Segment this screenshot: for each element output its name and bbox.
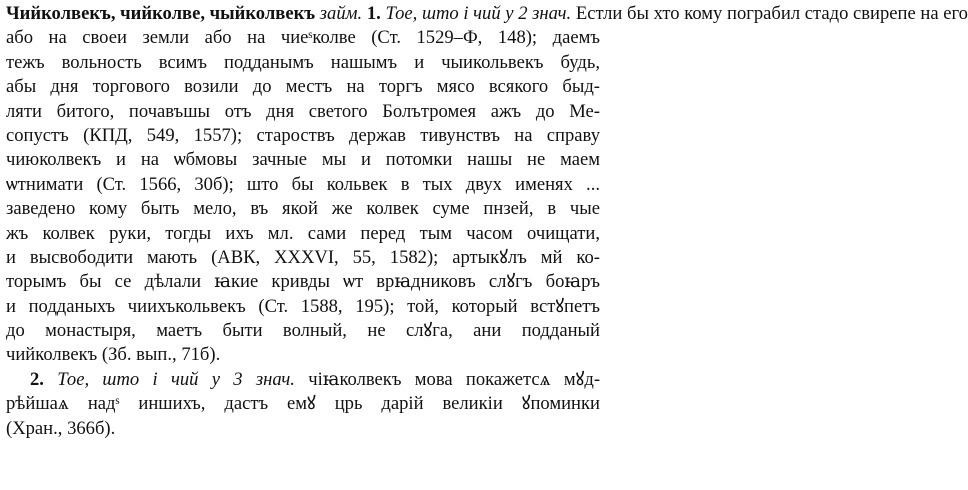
- quotation-line: чийколвекъ (Зб. вып., 71б).: [6, 344, 221, 366]
- dictionary-entry: [6, 2, 968, 441]
- sense-number-2: 2.: [30, 368, 44, 390]
- sense-number-1: 1.: [366, 3, 381, 24]
- quotation-line: Естли бы хто кому пограбил стадо свирепе на его: [575, 3, 968, 24]
- quotation-line: тежъ вольность всимъ подданымъ нашымъ и чыикольвекъ будь,: [6, 51, 600, 73]
- quotation-line: и подданыхъ чиихъкольвекъ (Ст. 1588, 195); той, который встꙋпетъ: [6, 295, 600, 317]
- quotation-line: чиюколвекъ и на ѡбмовы зачные мы и потомки нашы не маем: [6, 149, 600, 171]
- sense-2-line-1: [6, 368, 600, 392]
- quotation-line: абы дня торгового возили до местъ на торгъ мясо всякого быд-: [6, 76, 600, 98]
- quotation-line: и высвободити мають (АВК, XXXVI, 55, 1582); артыкꙋлъ мй ко-: [6, 246, 600, 268]
- quotation-line: рѣйшаѧ надˢ иншихъ, дастъ емꙋ црь дарій великіи ꙋпоминки: [6, 393, 600, 415]
- quotation-line: (Хран., 366б).: [6, 417, 116, 439]
- part-of-speech: займ.: [319, 3, 363, 24]
- quotation-line: ѡтнимати (Ст. 1566, 30б); што бы кольвек в тых двух именях ...: [6, 173, 600, 195]
- sense-2-definition: Тое, што і чий у 3 знач.: [57, 368, 295, 390]
- quotation-line: заведено кому быть мело, въ якой же колвек суме пнзей, в чые: [6, 198, 600, 220]
- quotation-line: чіꙗколвекъ мова покажетсѧ мꙋд-: [308, 368, 601, 390]
- quotation-line: до монастыря, маетъ быти волный, не слꙋга, ани подданый: [6, 320, 600, 342]
- entry-line-1: [6, 2, 968, 26]
- quotation-line: або на своеи земли або на чиеˢколве (Ст. 1529–Ф, 148); даемъ: [6, 27, 600, 49]
- entry-headword: Чийколвекъ, чийколве, чыйколвекъ: [6, 3, 316, 24]
- sense-1-definition: Тое, што і чий у 2 знач.: [385, 3, 572, 24]
- quotation-line: жъ колвек руки, тогды ихъ мл. сами перед тым часом очищати,: [6, 222, 600, 244]
- quotation-line: торымъ бы се дѣлали ꙗкие кривды ѡт врꙗдниковъ слꙋгъ боꙗръ: [6, 271, 600, 293]
- quotation-line: сопустъ (КПД, 549, 1557); староствъ держав тивунствъ на справу: [6, 124, 600, 146]
- quotation-line: ляти битого, почавъшы отъ дня светого Болътромея ажъ до Ме-: [6, 100, 600, 122]
